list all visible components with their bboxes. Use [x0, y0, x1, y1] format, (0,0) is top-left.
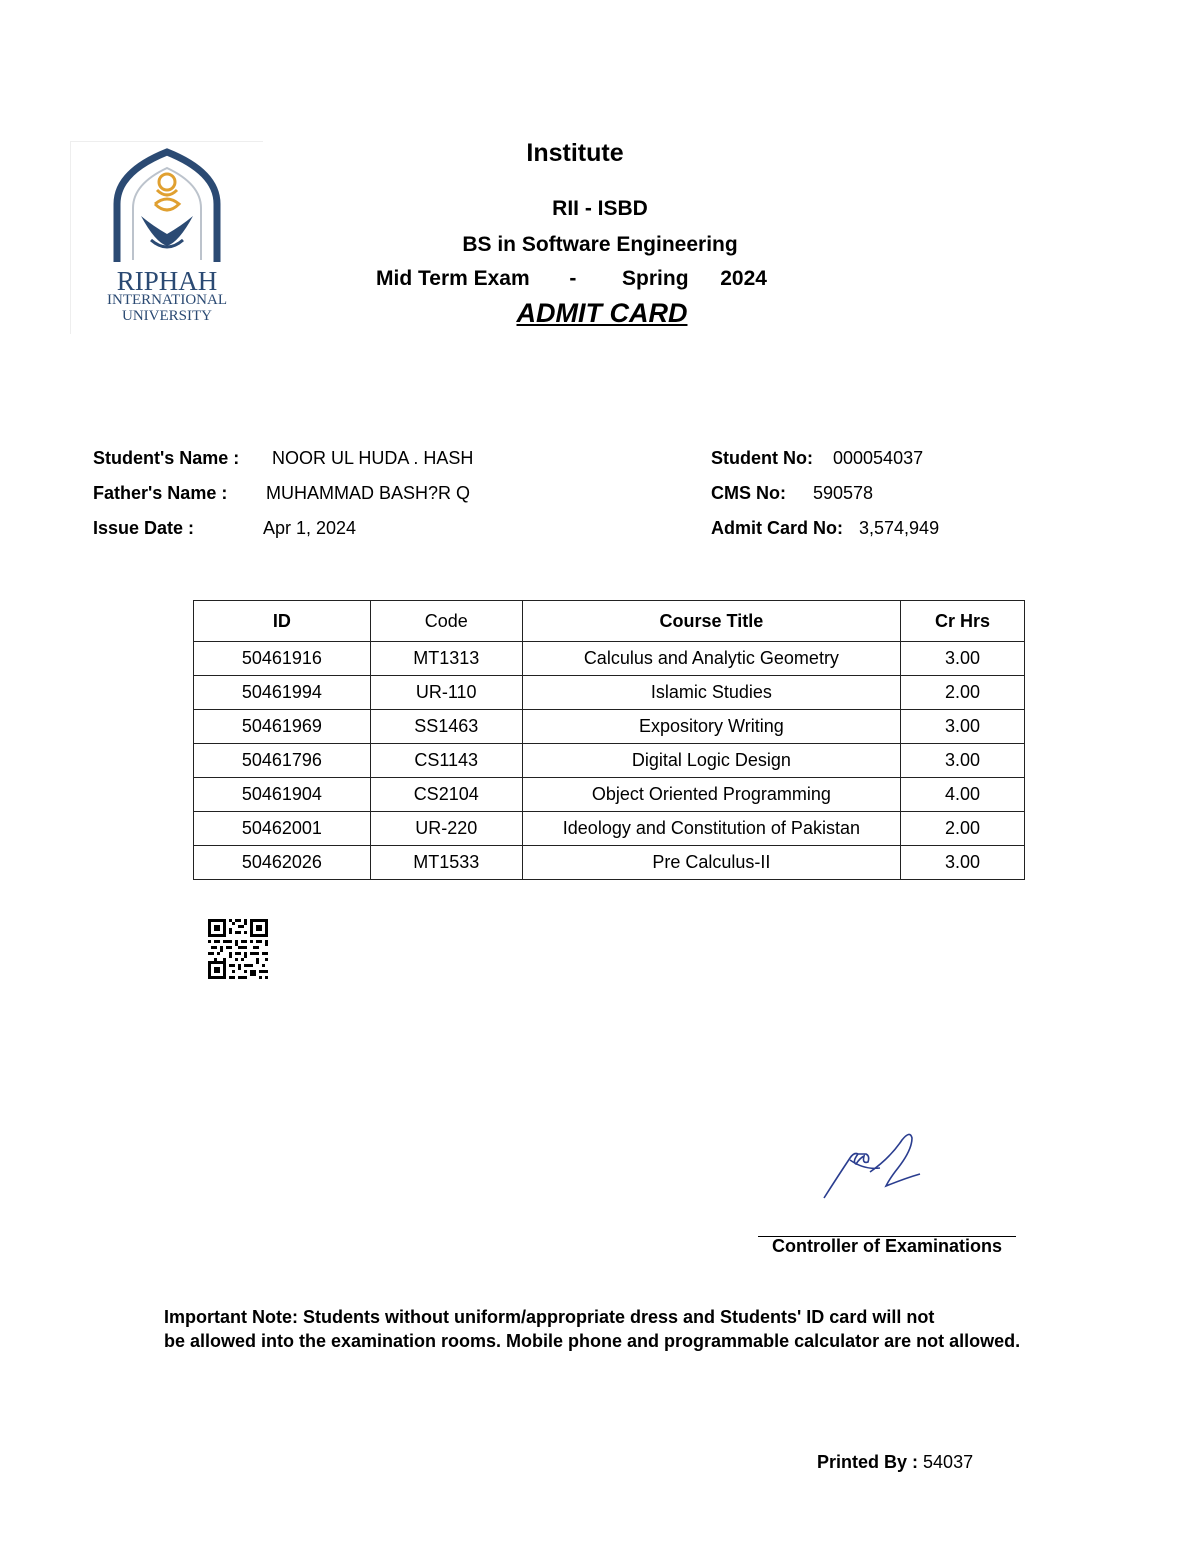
row-cr-hrs: 3.00	[901, 642, 1025, 676]
header-id: ID	[194, 601, 371, 642]
row-code: SS1463	[370, 710, 522, 744]
row-course-title: Pre Calculus-II	[522, 846, 900, 880]
row-id: 50461796	[194, 744, 371, 778]
logo-wordmark: RIPHAH	[116, 266, 218, 296]
father-name-value: MUHAMMAD BASH?R Q	[266, 483, 471, 503]
qr-code-icon	[208, 919, 268, 979]
student-name-value: NOOR UL HUDA . HASH	[272, 448, 474, 468]
exam-name: Mid Term Exam	[376, 267, 530, 290]
exam-line	[376, 267, 767, 291]
student-name-label: Student's Name :	[93, 448, 240, 468]
printed-by-label: Printed By :	[817, 1452, 919, 1472]
note-line-1: Important Note: Students without uniform/appropriate dress and Students' ID card will not	[164, 1307, 935, 1327]
row-course-title: Islamic Studies	[522, 676, 900, 710]
logo-subtitle-1: INTERNATIONAL	[107, 292, 227, 308]
header-cr-hrs: Cr Hrs	[901, 601, 1025, 642]
row-course-title: Expository Writing	[522, 710, 900, 744]
campus-name: RII - ISBD	[552, 197, 648, 220]
row-cr-hrs: 3.00	[901, 744, 1025, 778]
table-row	[194, 710, 1025, 744]
row-course-title: Calculus and Analytic Geometry	[522, 642, 900, 676]
table-row	[194, 812, 1025, 846]
page-title: ADMIT CARD	[516, 298, 688, 328]
controller-signature	[820, 1128, 925, 1200]
row-code: MT1313	[370, 642, 522, 676]
exam-year: 2024	[720, 267, 767, 290]
exam-season: Spring	[622, 267, 689, 290]
header-code: Code	[370, 601, 522, 642]
header-course-title: Course Title	[522, 601, 900, 642]
admit-card-no-value: 3,574,949	[859, 518, 940, 538]
printed-by	[817, 1452, 973, 1473]
exam-dash: -	[569, 267, 577, 290]
row-id: 50461994	[194, 676, 371, 710]
row-code: MT1533	[370, 846, 522, 880]
row-id: 50461969	[194, 710, 371, 744]
printed-by-value: 54037	[923, 1452, 974, 1472]
university-logo	[70, 141, 263, 334]
cms-no-value: 590578	[813, 483, 874, 503]
controller-title: Controller of Examinations	[771, 1236, 1003, 1256]
important-note	[164, 1305, 1020, 1353]
row-course-title: Digital Logic Design	[522, 744, 900, 778]
row-code: UR-220	[370, 812, 522, 846]
row-code: UR-110	[370, 676, 522, 710]
table-row	[194, 778, 1025, 812]
table-header-row	[194, 601, 1025, 642]
student-no-label: Student No:	[711, 448, 813, 468]
row-course-title: Ideology and Constitution of Pakistan	[522, 812, 900, 846]
table-row	[194, 642, 1025, 676]
course-table	[193, 600, 1025, 880]
table-row	[194, 676, 1025, 710]
row-cr-hrs: 2.00	[901, 812, 1025, 846]
table-row	[194, 744, 1025, 778]
program-name: BS in Software Engineering	[462, 233, 738, 256]
logo-subtitle-2: UNIVERSITY	[122, 308, 212, 324]
row-cr-hrs: 3.00	[901, 846, 1025, 880]
row-cr-hrs: 4.00	[901, 778, 1025, 812]
institute-heading: Institute	[526, 139, 624, 167]
student-no-value: 000054037	[833, 448, 924, 468]
row-cr-hrs: 3.00	[901, 710, 1025, 744]
row-code: CS1143	[370, 744, 522, 778]
row-course-title: Object Oriented Programming	[522, 778, 900, 812]
row-id: 50462026	[194, 846, 371, 880]
father-name-label: Father's Name :	[93, 483, 228, 503]
table-row	[194, 846, 1025, 880]
cms-no-label: CMS No:	[711, 483, 786, 503]
row-id: 50462001	[194, 812, 371, 846]
note-line-2: be allowed into the examination rooms. Mobile phone and programmable calculator are not allowed.	[164, 1331, 1021, 1351]
row-id: 50461904	[194, 778, 371, 812]
row-code: CS2104	[370, 778, 522, 812]
issue-date-label: Issue Date :	[93, 518, 195, 538]
row-cr-hrs: 2.00	[901, 676, 1025, 710]
row-id: 50461916	[194, 642, 371, 676]
admit-card-no-label: Admit Card No:	[711, 518, 843, 538]
issue-date-value: Apr 1, 2024	[263, 518, 357, 538]
